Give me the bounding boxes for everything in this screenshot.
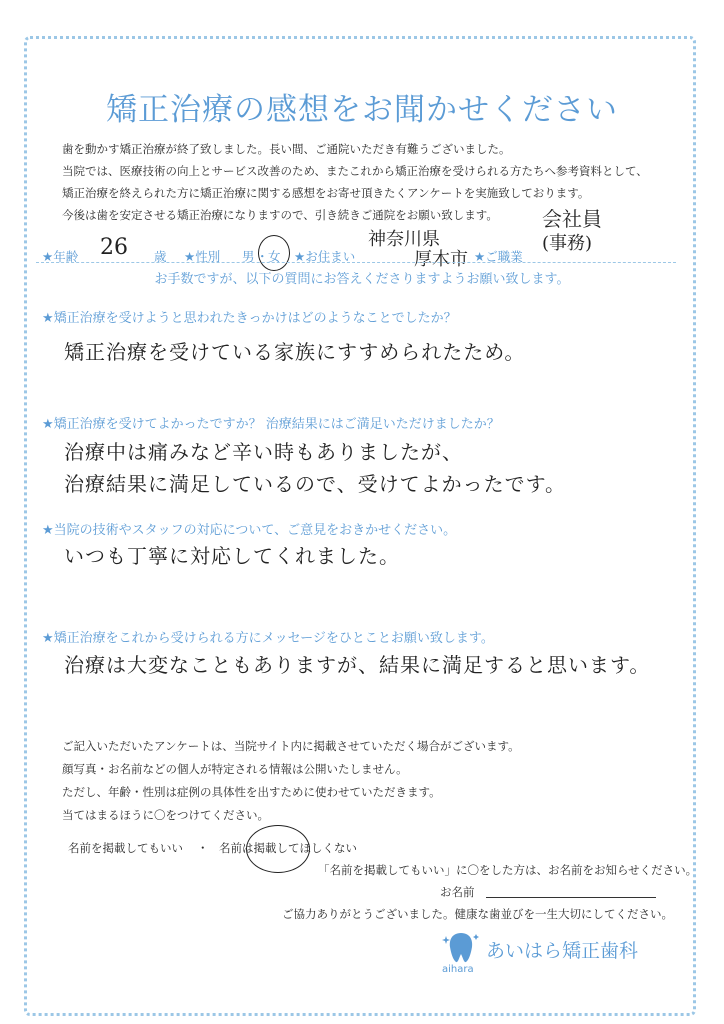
job-title: 会社員 [542,207,602,231]
gender-female: 女 [268,249,281,264]
option-separator: ・ [197,841,209,855]
job-label: ★ご職業 [474,249,523,264]
gender-selection-circle [258,235,290,271]
notice-text [62,735,520,827]
address-city: 厚木市 [414,249,468,270]
address-prefecture: 神奈川県 [368,229,440,250]
thanks-text: ご協力ありがとうございました。健康な歯並びを一生大切にしてください。 [282,907,673,921]
option-selection-circle [246,825,310,873]
notice-line: ご記入いただいたアンケートは、当院サイト内に掲載させていただく場合がございます。 [62,739,520,753]
intro-line: 今後は歯を安定させる矯正治療になりますので、引き続きご通院をお願い致します。 [62,208,498,222]
job-detail: (事務) [542,233,593,254]
answer-4-line: 治療は大変なこともありますが、結果に満足すると思います。 [64,653,651,677]
question-4: ★矯正治療をこれから受けられる方にメッセージをひとことお願い致します。 [42,631,494,646]
option-publish-ok[interactable]: 名前を掲載してもいい [68,841,183,855]
intro-line: 歯を動かす矯正治療が終了致しました。長い間、ご通院いただき有難うございました。 [62,142,511,156]
request-text: お手数ですが、以下の質問にお答えくださりますようお願い致します。 [154,272,570,287]
answer-1-line: 矯正治療を受けている家族にすすめられたため。 [64,340,526,364]
age-label: ★年齢 [42,249,79,264]
age-value: 26 [100,235,128,260]
gender-male: 男 [242,249,255,264]
name-label: お名前 [440,885,475,899]
intro-line: 矯正治療を終えられた方に矯正治療に関する感想をお寄せ頂きたくアンケートを実施致しております。 [62,186,590,200]
clinic-logo [440,930,660,980]
logo-text: あいはら矯正歯科 [486,940,639,962]
answer-3-line: いつも丁寧に対応してくれました。 [64,544,400,568]
notice-line: 当てはまるほうに〇をつけてください。 [62,808,269,822]
question-3: ★当院の技術やスタッフの対応について、ご意見をおきかせください。 [42,523,457,538]
answer-2-line: 治療中は痛みなど辛い時もありましたが、 [64,440,463,464]
answer-2-line: 治療結果に満足しているので、受けてよかったです。 [64,472,566,496]
option-publish-ng[interactable]: 名前は掲載してほしくない [219,841,357,855]
name-field[interactable] [486,897,656,898]
address-label: ★お住まい [294,249,356,264]
gender-separator: ・ [256,249,269,264]
profile-divider [36,262,676,263]
name-instruction: 「名前を掲載してもいい」に〇をした方は、お名前をお知らせください。 [318,863,698,877]
gender-label: ★性別 [184,249,221,264]
question-2: ★矯正治療を受けてよかったですか？ 治療結果にはご満足いただけましたか？ [42,417,500,432]
page-title: 矯正治療の感想をお聞かせください [106,92,618,128]
tooth-sparkle-icon [440,930,482,966]
question-1: ★矯正治療を受けようと思われたきっかけはどのようなことでしたか？ [42,311,457,326]
notice-line: 顔写真・お名前などの個人が特定される情報は公開いたしません。 [62,762,408,776]
notice-line: ただし、年齢・性別は症例の具体性を出すために使わせていただきます。 [62,785,441,799]
age-unit: 歳 [154,249,167,264]
intro-line: 当院では、医療技術の向上とサービス改善のため、またこれから矯正治療を受けられる方たちへ参考資料として、 [62,164,648,178]
logo-subtext: aihara [442,964,474,975]
